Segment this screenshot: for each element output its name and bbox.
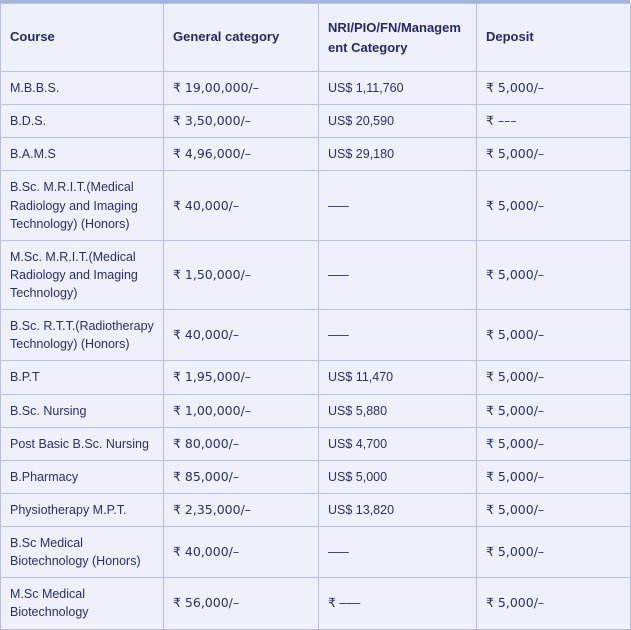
- cell-nri-fee: US$ 5,000: [319, 460, 477, 493]
- cell-nri-fee: US$ 1,11,760: [319, 72, 477, 105]
- cell-course: B.Sc Medical Biotechnology (Honors): [1, 527, 164, 578]
- cell-nri-fee: –––: [319, 527, 477, 578]
- cell-general-fee: ₹ 2,35,000/–: [164, 493, 319, 526]
- cell-nri-fee: –––: [319, 171, 477, 240]
- table-row: [1, 394, 631, 427]
- cell-nri-fee: US$ 13,820: [319, 493, 477, 526]
- cell-deposit: ₹ 5,000/–: [477, 240, 631, 309]
- cell-course: B.Pharmacy: [1, 460, 164, 493]
- cell-deposit: ₹ 5,000/–: [477, 460, 631, 493]
- cell-deposit: ₹ 5,000/–: [477, 427, 631, 460]
- cell-course: B.Sc. M.R.I.T.(Medical Radiology and Imaging Technology) (Honors): [1, 171, 164, 240]
- table-row: [1, 105, 631, 138]
- table-row: [1, 361, 631, 394]
- cell-course: B.P.T: [1, 361, 164, 394]
- cell-general-fee: ₹ 85,000/–: [164, 460, 319, 493]
- cell-deposit: ₹ 5,000/–: [477, 138, 631, 171]
- table-row: [1, 460, 631, 493]
- cell-general-fee: ₹ 80,000/–: [164, 427, 319, 460]
- cell-general-fee: ₹ 56,000/–: [164, 578, 319, 629]
- cell-deposit: ₹ 5,000/–: [477, 527, 631, 578]
- cell-general-fee: ₹ 40,000/–: [164, 527, 319, 578]
- table-row: [1, 72, 631, 105]
- cell-general-fee: ₹ 40,000/–: [164, 310, 319, 361]
- table-row: [1, 171, 631, 240]
- cell-deposit: ₹ 5,000/–: [477, 394, 631, 427]
- cell-deposit: ₹ 5,000/–: [477, 493, 631, 526]
- table-row: [1, 527, 631, 578]
- table-row: [1, 427, 631, 460]
- cell-course: B.Sc. R.T.T.(Radiotherapy Technology) (Honors): [1, 310, 164, 361]
- cell-nri-fee: –––: [319, 310, 477, 361]
- table-header: [1, 4, 631, 72]
- cell-course: M.Sc Medical Biotechnology: [1, 578, 164, 629]
- table-row: [1, 138, 631, 171]
- cell-general-fee: ₹ 1,00,000/–: [164, 394, 319, 427]
- table-header-row: [1, 4, 631, 72]
- cell-general-fee: ₹ 19,00,000/–: [164, 72, 319, 105]
- table-row: [1, 493, 631, 526]
- cell-general-fee: ₹ 3,50,000/–: [164, 105, 319, 138]
- column-header-deposit: Deposit: [477, 4, 631, 72]
- cell-nri-fee: US$ 11,470: [319, 361, 477, 394]
- cell-course: B.A.M.S: [1, 138, 164, 171]
- cell-course: M.Sc. M.R.I.T.(Medical Radiology and Imaging Technology): [1, 240, 164, 309]
- cell-course: B.D.S.: [1, 105, 164, 138]
- cell-deposit: ₹ 5,000/–: [477, 72, 631, 105]
- cell-nri-fee: –––: [319, 240, 477, 309]
- table-row: [1, 240, 631, 309]
- cell-general-fee: ₹ 1,50,000/–: [164, 240, 319, 309]
- cell-nri-fee: US$ 4,700: [319, 427, 477, 460]
- cell-general-fee: ₹ 4,96,000/–: [164, 138, 319, 171]
- cell-nri-fee: US$ 5,880: [319, 394, 477, 427]
- cell-general-fee: ₹ 1,95,000/–: [164, 361, 319, 394]
- cell-deposit: ₹ 5,000/–: [477, 310, 631, 361]
- column-header-general-category: General category: [164, 4, 319, 72]
- cell-deposit: ₹ 5,000/–: [477, 361, 631, 394]
- cell-course: Post Basic B.Sc. Nursing: [1, 427, 164, 460]
- cell-nri-fee: ₹ –––: [319, 578, 477, 629]
- table-body: [1, 72, 631, 630]
- cell-deposit: ₹ 5,000/–: [477, 578, 631, 629]
- table-row: [1, 310, 631, 361]
- cell-nri-fee: US$ 20,590: [319, 105, 477, 138]
- cell-nri-fee: US$ 29,180: [319, 138, 477, 171]
- cell-deposit: ₹ 5,000/–: [477, 171, 631, 240]
- cell-course: Physiotherapy M.P.T.: [1, 493, 164, 526]
- column-header-course: Course: [1, 4, 164, 72]
- column-header-nri-management-category: NRI/PIO/FN/Management Category: [319, 4, 477, 72]
- cell-course: M.B.B.S.: [1, 72, 164, 105]
- table-row: [1, 578, 631, 629]
- cell-general-fee: ₹ 40,000/–: [164, 171, 319, 240]
- cell-deposit: ₹ –––: [477, 105, 631, 138]
- cell-course: B.Sc. Nursing: [1, 394, 164, 427]
- course-fee-table: [0, 3, 631, 630]
